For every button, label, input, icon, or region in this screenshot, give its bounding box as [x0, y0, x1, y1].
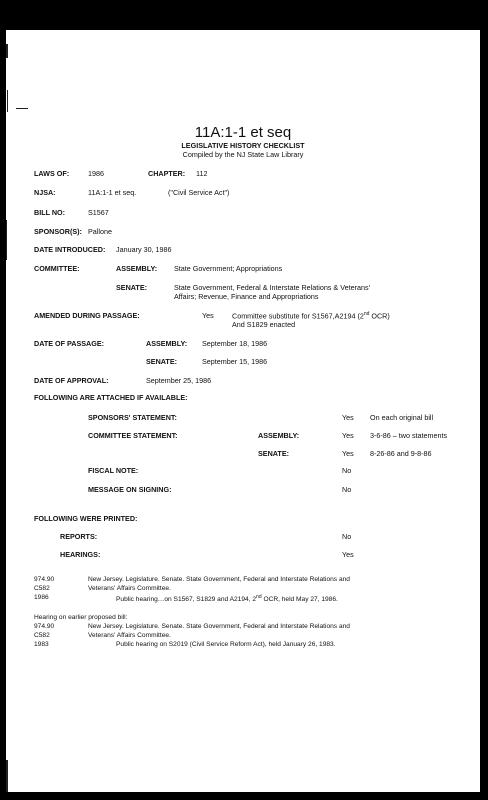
checklist-title: LEGISLATIVE HISTORY CHECKLIST	[181, 141, 305, 150]
message-on-signing-value: No	[342, 485, 352, 494]
date-of-approval-value: September 25, 1986	[146, 376, 212, 385]
ref1-line1: New Jersey. Legislature. Senate. State Government, Federal and Interstate Relations and	[88, 576, 350, 583]
njsa-label: NJSA:	[34, 188, 56, 197]
ref2-line3: Public hearing on S2019 (Civil Service Reform Act), held January 26, 1983.	[116, 641, 336, 648]
compiled-by: Compiled by the NJ State Law Library	[182, 150, 304, 159]
committee-label: COMMITTEE:	[34, 264, 80, 273]
amended-label: AMENDED DURING PASSAGE:	[34, 311, 140, 320]
fiscal-note-value: No	[342, 466, 352, 475]
bill-no-value: S1567	[88, 208, 109, 217]
scan-mark	[6, 220, 7, 260]
date-of-approval-label: DATE OF APPROVAL:	[34, 376, 109, 385]
ref1-call-number: 1986	[34, 594, 49, 601]
scan-mark	[6, 760, 8, 792]
date-introduced-value: January 30, 1986	[116, 245, 172, 254]
sponsors-statement-note: On each original bill	[370, 413, 434, 422]
sponsors-statement-value: Yes	[342, 413, 354, 422]
ref2-call-number: 1983	[34, 641, 49, 648]
laws-of-value: 1986	[88, 169, 104, 178]
earlier-hearing-heading: Hearing on earlier proposed bill:	[34, 614, 128, 621]
message-on-signing-label: MESSAGE ON SIGNING:	[88, 485, 172, 494]
scan-mark	[6, 44, 8, 58]
ref1-line3: Public hearing…on S1567, S1829 and A2194, 2nd OCR, held May 27, 1986.	[116, 594, 338, 604]
passage-senate-value: September 15, 1986	[202, 357, 268, 366]
committee-assembly-value: State Government; Appropriations	[174, 264, 283, 273]
hearings-value: Yes	[342, 550, 354, 559]
committee-statement-assembly-value: Yes	[342, 431, 354, 440]
document-page	[6, 30, 480, 792]
amended-value: Yes	[202, 311, 214, 320]
committee-senate-value-line2: Affairs; Revenue, Finance and Appropriations	[174, 292, 319, 301]
committee-senate-label: SENATE:	[116, 283, 148, 292]
printed-heading: FOLLOWING WERE PRINTED:	[34, 514, 138, 523]
sponsors-statement-label: SPONSORS' STATEMENT:	[88, 413, 177, 422]
ref1-call-number: C582	[34, 585, 50, 592]
amended-note-line1: Committee substitute for S1567,A2194 (2nd OCR)	[232, 311, 390, 321]
date-of-passage-label: DATE OF PASSAGE:	[34, 339, 105, 348]
amended-note-line2: And S1829 enacted	[232, 320, 296, 329]
citation-title: 11A:1-1 et seq	[194, 124, 292, 141]
committee-statement-assembly-label: ASSEMBLY:	[258, 431, 300, 440]
passage-senate-label: SENATE:	[146, 357, 178, 366]
reports-label: REPORTS:	[60, 532, 98, 541]
ref1-line2: Veterans' Affairs Committee.	[88, 585, 171, 592]
njsa-note: ("Civil Service Act")	[168, 188, 230, 197]
committee-assembly-label: ASSEMBLY:	[116, 264, 158, 273]
passage-assembly-label: ASSEMBLY:	[146, 339, 188, 348]
committee-statement-label: COMMITTEE STATEMENT:	[88, 431, 178, 440]
sponsors-value: Pallone	[88, 227, 112, 236]
passage-assembly-value: September 18, 1986	[202, 339, 268, 348]
njsa-value: 11A:1-1 et seq.	[88, 188, 137, 197]
committee-statement-assembly-note: 3-6-86 – two statements	[370, 431, 448, 440]
ref2-call-number: C582	[34, 632, 50, 639]
ref2-call-number: 974.90	[34, 623, 55, 630]
hearings-label: HEARINGS:	[60, 550, 101, 559]
bill-no-label: BILL NO:	[34, 208, 66, 217]
fiscal-note-label: FISCAL NOTE:	[88, 466, 139, 475]
ref1-call-number: 974.90	[34, 576, 55, 583]
chapter-value: 112	[196, 169, 208, 178]
ref2-line2: Veterans' Affairs Committee.	[88, 632, 171, 639]
date-introduced-label: DATE INTRODUCED:	[34, 245, 106, 254]
reports-value: No	[342, 532, 352, 541]
sponsors-label: SPONSOR(S):	[34, 227, 82, 236]
scan-mark	[7, 90, 8, 112]
ref2-line1: New Jersey. Legislature. Senate. State Government, Federal and Interstate Relations and	[88, 623, 350, 630]
attached-heading: FOLLOWING ARE ATTACHED IF AVAILABLE:	[34, 393, 188, 402]
laws-of-label: LAWS OF:	[34, 169, 70, 178]
scan-mark	[16, 108, 28, 109]
committee-senate-value-line1: State Government, Federal & Interstate Relations & Veterans'	[174, 283, 370, 292]
committee-statement-senate-value: Yes	[342, 449, 354, 458]
committee-statement-senate-note: 8-26-86 and 9-8-86	[370, 449, 432, 458]
chapter-label: CHAPTER:	[148, 169, 186, 178]
committee-statement-senate-label: SENATE:	[258, 449, 290, 458]
